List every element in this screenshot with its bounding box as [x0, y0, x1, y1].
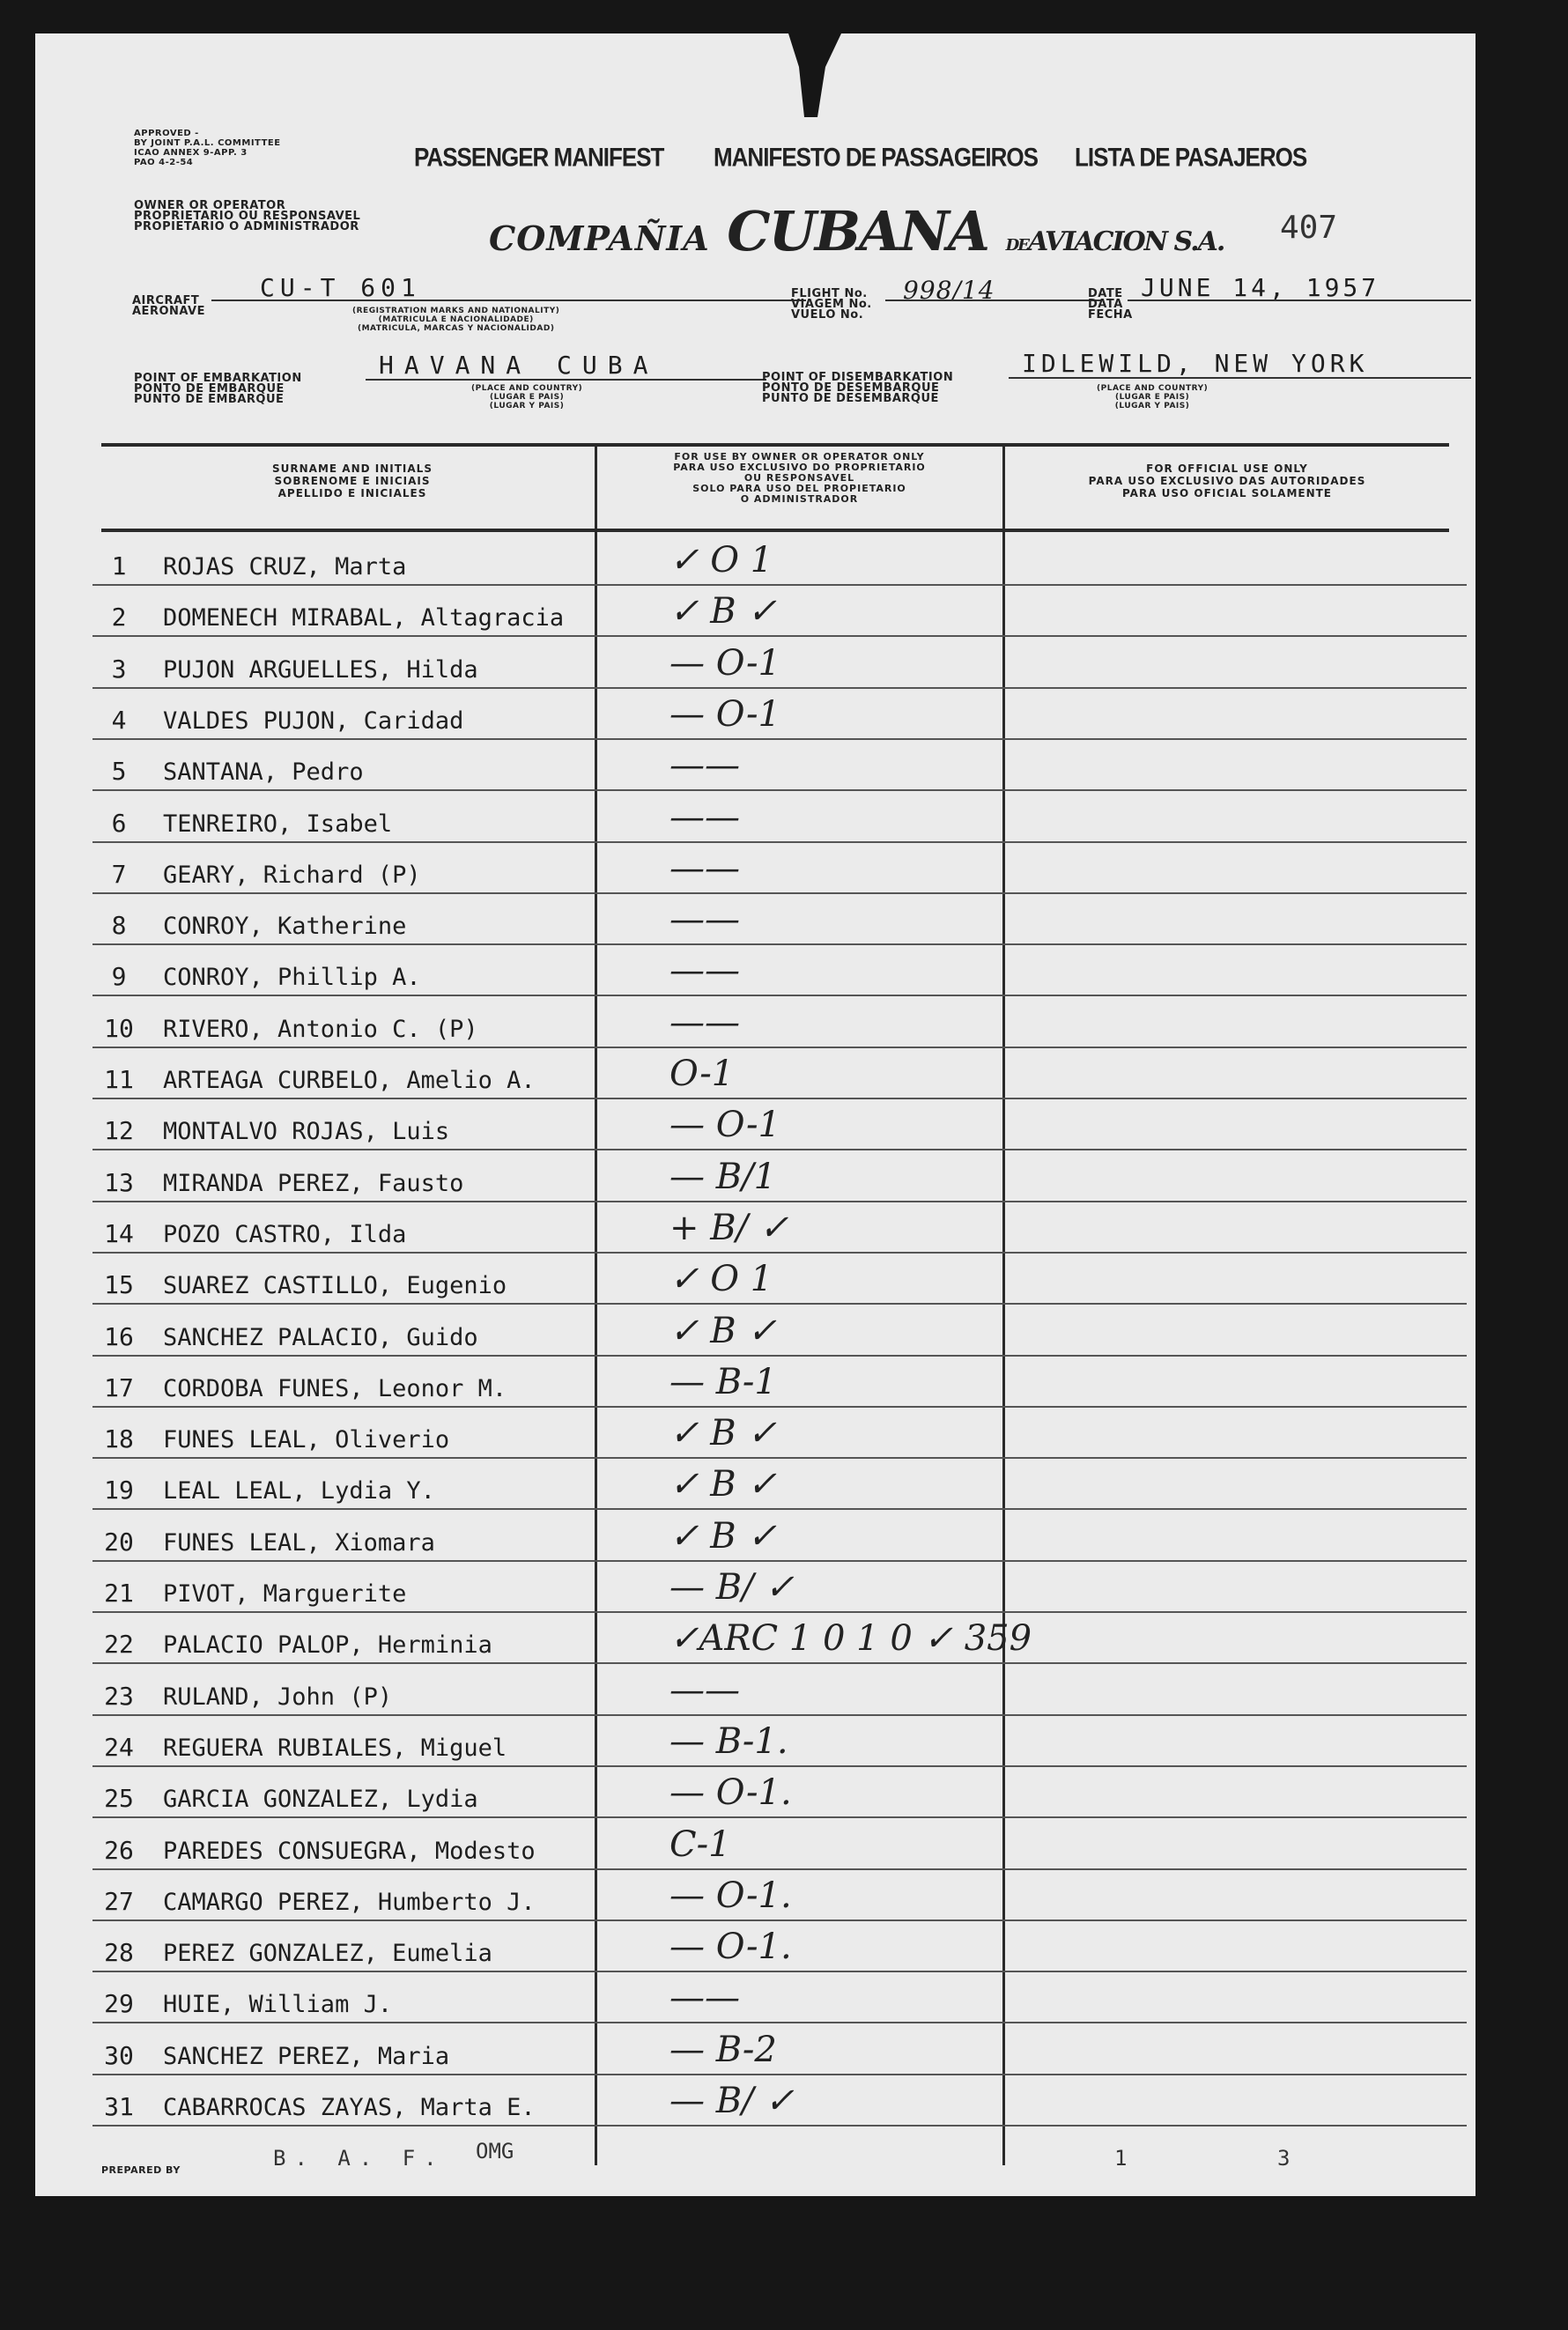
flight-label: VUELO No. — [791, 308, 864, 322]
date-label: DATE — [1088, 287, 1123, 300]
passenger-name: RULAND, John (P) — [163, 1683, 393, 1711]
column-header-name — [123, 462, 581, 499]
embark-label: POINT OF EMBARKATION — [134, 372, 302, 385]
place-label: (LUGAR E PAIS) — [1114, 393, 1190, 402]
place-label: (LUGAR Y PAIS) — [489, 402, 565, 411]
passenger-name: PALACIO PALOP, Herminia — [163, 1631, 492, 1660]
registration-labels — [352, 307, 559, 333]
embark-place-labels — [471, 384, 582, 411]
col3-label: PARA USO OFICIAL SOLAMENTE — [1121, 487, 1333, 499]
passenger-row — [92, 2074, 1467, 2127]
operator-handwritten-mark: —— — [669, 899, 740, 941]
passenger-number: 17 — [104, 1372, 134, 1402]
col2-label: SOLO PARA USO DEL PROPIETARIO — [692, 483, 906, 494]
passenger-name: PIVOT, Marguerite — [163, 1580, 407, 1608]
passenger-name: SUAREZ CASTILLO, Eugenio — [163, 1272, 507, 1300]
passenger-row — [92, 1098, 1467, 1150]
passenger-row — [92, 2023, 1467, 2075]
flight-underline — [885, 300, 1101, 301]
flight-label: FLIGHT No. — [791, 287, 868, 300]
passenger-row — [92, 738, 1467, 791]
passenger-row — [92, 1509, 1467, 1562]
operator-handwritten-mark: —— — [669, 745, 740, 787]
passenger-number: 26 — [104, 1835, 134, 1865]
operator-handwritten-mark: ✓ B ✓ — [669, 1310, 777, 1351]
passenger-row — [92, 1201, 1467, 1254]
flight-labels — [791, 289, 872, 321]
operator-handwritten-mark: — B-1 — [669, 1361, 777, 1402]
operator-handwritten-mark: ✓ O 1 — [669, 1259, 773, 1300]
embark-labels — [134, 374, 302, 405]
passenger-number: 14 — [104, 1218, 134, 1248]
disembark-label: PUNTO DE DESEMBARQUE — [762, 392, 939, 405]
aircraft-label: AIRCRAFT — [132, 294, 200, 307]
embark-label: PONTO DE EMBARQUE — [134, 382, 285, 396]
operator-handwritten-mark: — B-2 — [669, 2029, 777, 2070]
operator-handwritten-mark: ✓ B ✓ — [669, 1413, 777, 1454]
operator-handwritten-mark: — O-1. — [669, 1875, 792, 1916]
col2-label: OU RESPONSAVEL — [743, 472, 855, 484]
company-main: CUBANA — [727, 199, 988, 263]
owner-labels — [134, 201, 360, 233]
passenger-name: CABARROCAS ZAYAS, Marta E. — [163, 2094, 536, 2121]
passenger-number: 5 — [111, 757, 127, 787]
passenger-row — [92, 533, 1467, 586]
company-de: DE — [1005, 236, 1028, 255]
passenger-number: 23 — [104, 1681, 134, 1711]
date-label: DATA — [1088, 298, 1123, 311]
approval-line: BY JOINT P.A.L. COMMITTEE — [134, 138, 281, 148]
page-total: 3 — [1277, 2146, 1291, 2171]
place-label: (LUGAR Y PAIS) — [1114, 402, 1190, 411]
operator-handwritten-mark: — O-1. — [669, 1927, 792, 1968]
col2-label: PARA USO EXCLUSIVO DO PROPRIETARIO — [673, 462, 926, 473]
column-header-official — [1007, 462, 1447, 499]
sheet-number: 407 — [1280, 210, 1338, 246]
passenger-name: PEREZ GONZALEZ, Eumelia — [163, 1940, 492, 1968]
operator-handwritten-mark: O-1 — [669, 1054, 735, 1094]
operator-handwritten-mark: —— — [669, 847, 740, 889]
passenger-number: 1 — [111, 551, 127, 581]
operator-handwritten-mark: — O-1 — [669, 693, 780, 735]
passenger-name: SANCHEZ PEREZ, Maria — [163, 2042, 450, 2070]
passenger-number: 11 — [104, 1065, 134, 1094]
owner-label: PROPRIETARIO OU RESPONSAVEL — [134, 210, 361, 223]
passenger-name: GARCIA GONZALEZ, Lydia — [163, 1786, 478, 1814]
passenger-number: 4 — [111, 705, 127, 735]
passenger-name: SANCHEZ PALACIO, Guido — [163, 1323, 478, 1351]
disembark-labels — [762, 373, 953, 404]
operator-handwritten-mark: ✓ O 1 — [669, 540, 773, 581]
passenger-number: 28 — [104, 1938, 134, 1968]
prepared-label: PREPARED BY — [101, 2164, 181, 2176]
approval-line: ICAO ANNEX 9-APP. 3 — [134, 148, 248, 158]
operator-handwritten-mark: ✓ B ✓ — [669, 1464, 777, 1505]
operator-handwritten-mark: — B-1. — [669, 1720, 788, 1762]
passenger-row — [92, 1919, 1467, 1972]
passenger-number: 20 — [104, 1527, 134, 1557]
passenger-number: 12 — [104, 1116, 134, 1146]
clerk-initials: OMG — [476, 2139, 514, 2164]
passenger-name: ARTEAGA CURBELO, Amelio A. — [163, 1067, 536, 1094]
passenger-row — [92, 1765, 1467, 1818]
passenger-name: CONROY, Katherine — [163, 913, 407, 941]
passenger-number: 3 — [111, 654, 127, 684]
passenger-number: 22 — [104, 1630, 134, 1660]
passenger-row — [92, 1047, 1467, 1099]
col3-label: PARA USO EXCLUSIVO DAS AUTORIDADES — [1088, 475, 1366, 487]
passenger-row — [92, 687, 1467, 740]
passenger-name: TENREIRO, Isabel — [163, 810, 393, 838]
passenger-name: LEAL LEAL, Lydia Y. — [163, 1477, 435, 1505]
passenger-row — [92, 841, 1467, 894]
passenger-name: ROJAS CRUZ, Marta — [163, 553, 407, 581]
passenger-row — [92, 1457, 1467, 1510]
operator-handwritten-mark: C-1 — [669, 1823, 731, 1865]
col1-label: APELLIDO E INICIALES — [277, 487, 427, 499]
aircraft-label: AERONAVE — [132, 305, 206, 318]
passenger-number: 31 — [104, 2092, 134, 2121]
operator-handwritten-mark: ✓ARC 1 0 1 0 ✓ 359 — [669, 1618, 1032, 1660]
date-underline — [1128, 300, 1471, 301]
title-portuguese: MANIFESTO DE PASSAGEIROS — [714, 141, 1038, 173]
passenger-name: CAMARGO PEREZ, Humberto J. — [163, 1888, 536, 1916]
passenger-row — [92, 943, 1467, 996]
col2-label: FOR USE BY OWNER OR OPERATOR ONLY — [674, 451, 925, 462]
passenger-row — [92, 1406, 1467, 1459]
passenger-number: 15 — [104, 1270, 134, 1300]
passenger-row — [92, 995, 1467, 1048]
approval-block — [134, 129, 281, 167]
passenger-row — [92, 1304, 1467, 1357]
passenger-name: SANTANA, Pedro — [163, 758, 364, 787]
company-post: AVIACION S.A. — [1027, 226, 1224, 257]
place-label: (LUGAR E PAIS) — [489, 393, 565, 402]
company-pre: COMPAÑIA — [489, 218, 710, 258]
passenger-name: PUJON ARGUELLES, Hilda — [163, 655, 478, 684]
passenger-number: 18 — [104, 1424, 134, 1454]
operator-handwritten-mark: —— — [669, 1978, 740, 2019]
aircraft-underline — [211, 300, 806, 301]
operator-handwritten-mark: + B/ ✓ — [669, 1207, 789, 1248]
operator-handwritten-mark: —— — [669, 1002, 740, 1043]
disembark-place-labels — [1097, 384, 1208, 411]
passenger-name: CORDOBA FUNES, Leonor M. — [163, 1374, 507, 1402]
passenger-name: DOMENECH MIRABAL, Altagracia — [163, 604, 565, 632]
passenger-number: 8 — [111, 911, 127, 941]
manifest-sheet — [35, 33, 1476, 2196]
passenger-name: MIRANDA PEREZ, Fausto — [163, 1169, 464, 1197]
disembark-label: POINT OF DISEMBARKATION — [762, 371, 954, 384]
passenger-number: 21 — [104, 1579, 134, 1608]
operator-handwritten-mark: —— — [669, 950, 740, 992]
passenger-number: 9 — [111, 962, 127, 992]
operator-handwritten-mark: — B/ ✓ — [669, 2081, 795, 2121]
title-english: PASSENGER MANIFEST — [414, 141, 664, 173]
operator-handwritten-mark: — O-1 — [669, 1105, 780, 1146]
operator-handwritten-mark: ✓ B ✓ — [669, 591, 777, 632]
passenger-row — [92, 1663, 1467, 1716]
passenger-name: CONROY, Phillip A. — [163, 964, 421, 992]
passenger-number: 24 — [104, 1732, 134, 1762]
passenger-name: REGUERA RUBIALES, Miguel — [163, 1734, 507, 1762]
table-top-rule — [101, 443, 1449, 447]
disembark-value: IDLEWILD, NEW YORK — [1022, 349, 1369, 378]
passenger-row — [92, 1560, 1467, 1613]
passenger-row — [92, 1971, 1467, 2023]
passenger-row — [92, 584, 1467, 637]
passenger-name: POZO CASTRO, Ilda — [163, 1220, 407, 1248]
col1-label: SOBRENOME E INICIAIS — [274, 475, 431, 487]
aircraft-value: CU-T 601 — [260, 273, 421, 302]
passenger-name: FUNES LEAL, Xiomara — [163, 1528, 435, 1557]
passenger-number: 25 — [104, 1784, 134, 1814]
passenger-number: 7 — [111, 859, 127, 889]
owner-label: OWNER OR OPERATOR — [134, 199, 286, 212]
passenger-row — [92, 1714, 1467, 1767]
operator-handwritten-mark: —— — [669, 1669, 740, 1711]
passenger-number: 30 — [104, 2040, 134, 2070]
passenger-name: HUIE, William J. — [163, 1991, 393, 2019]
passenger-row — [92, 1817, 1467, 1870]
flight-value: 998/14 — [903, 276, 995, 305]
passenger-name: VALDES PUJON, Caridad — [163, 706, 464, 735]
punch-notch — [788, 33, 841, 117]
title-spanish: LISTA DE PASAJEROS — [1075, 141, 1307, 173]
passenger-number: 13 — [104, 1167, 134, 1197]
passenger-name: FUNES LEAL, Oliverio — [163, 1426, 450, 1454]
passenger-number: 2 — [111, 603, 127, 632]
operator-handwritten-mark: ✓ B ✓ — [669, 1515, 777, 1557]
date-value: JUNE 14, 1957 — [1141, 273, 1380, 302]
passenger-row — [92, 636, 1467, 689]
passenger-number: 27 — [104, 1886, 134, 1916]
column-header-operator — [599, 452, 1000, 505]
date-labels — [1088, 289, 1133, 321]
passenger-row — [92, 1868, 1467, 1921]
reg-label: (MATRICULA, MARCAS Y NACIONALIDAD) — [357, 324, 555, 333]
passenger-name: GEARY, Richard (P) — [163, 861, 421, 889]
approval-line: PAO 4-2-54 — [134, 158, 194, 167]
passenger-number: 16 — [104, 1321, 134, 1351]
embark-value: HAVANA CUBA — [379, 351, 659, 380]
passenger-number: 6 — [111, 808, 127, 838]
passenger-row — [92, 1355, 1467, 1408]
company-logo — [489, 199, 1224, 263]
passenger-row — [92, 1252, 1467, 1305]
operator-handwritten-mark: — B/ ✓ — [669, 1567, 795, 1608]
col1-label: SURNAME AND INITIALS — [272, 462, 433, 475]
disembark-underline — [1009, 377, 1471, 379]
passenger-row — [92, 892, 1467, 945]
passenger-name: MONTALVO ROJAS, Luis — [163, 1118, 450, 1146]
disembark-label: PONTO DE DESEMBARQUE — [762, 381, 940, 395]
date-label: FECHA — [1088, 308, 1133, 322]
embark-label: PUNTO DE EMBARQUE — [134, 393, 285, 406]
operator-handwritten-mark: — B/1 — [669, 1156, 777, 1197]
passenger-name: PAREDES CONSUEGRA, Modesto — [163, 1837, 536, 1865]
place-label: (PLACE AND COUNTRY) — [471, 384, 583, 393]
passenger-row — [92, 1611, 1467, 1664]
col3-label: FOR OFFICIAL USE ONLY — [1146, 462, 1308, 475]
operator-handwritten-mark: — O-1. — [669, 1772, 792, 1814]
passenger-number: 29 — [104, 1989, 134, 2019]
place-label: (PLACE AND COUNTRY) — [1097, 384, 1209, 393]
passenger-number: 19 — [104, 1476, 134, 1505]
aircraft-labels — [132, 296, 205, 317]
embark-underline — [366, 379, 766, 381]
col2-label: O ADMINISTRADOR — [740, 493, 859, 505]
page-current: 1 — [1114, 2146, 1128, 2171]
approval-line: APPROVED - — [134, 129, 199, 138]
header-bottom-rule — [101, 529, 1449, 532]
passenger-row — [92, 790, 1467, 843]
operator-handwritten-mark: — O-1 — [669, 642, 780, 684]
reg-label: (MATRICULA E NACIONALIDADE) — [378, 315, 534, 324]
passenger-number: 10 — [104, 1013, 134, 1043]
passenger-name: RIVERO, Antonio C. (P) — [163, 1015, 478, 1043]
reg-label: (REGISTRATION MARKS AND NATIONALITY) — [352, 307, 560, 315]
owner-label: PROPIETARIO O ADMINISTRADOR — [134, 220, 359, 233]
passenger-row — [92, 1150, 1467, 1202]
flight-label: VIAGEM No. — [791, 298, 872, 311]
prepared-by: B. A. F. — [273, 2146, 446, 2171]
operator-handwritten-mark: —— — [669, 796, 740, 838]
